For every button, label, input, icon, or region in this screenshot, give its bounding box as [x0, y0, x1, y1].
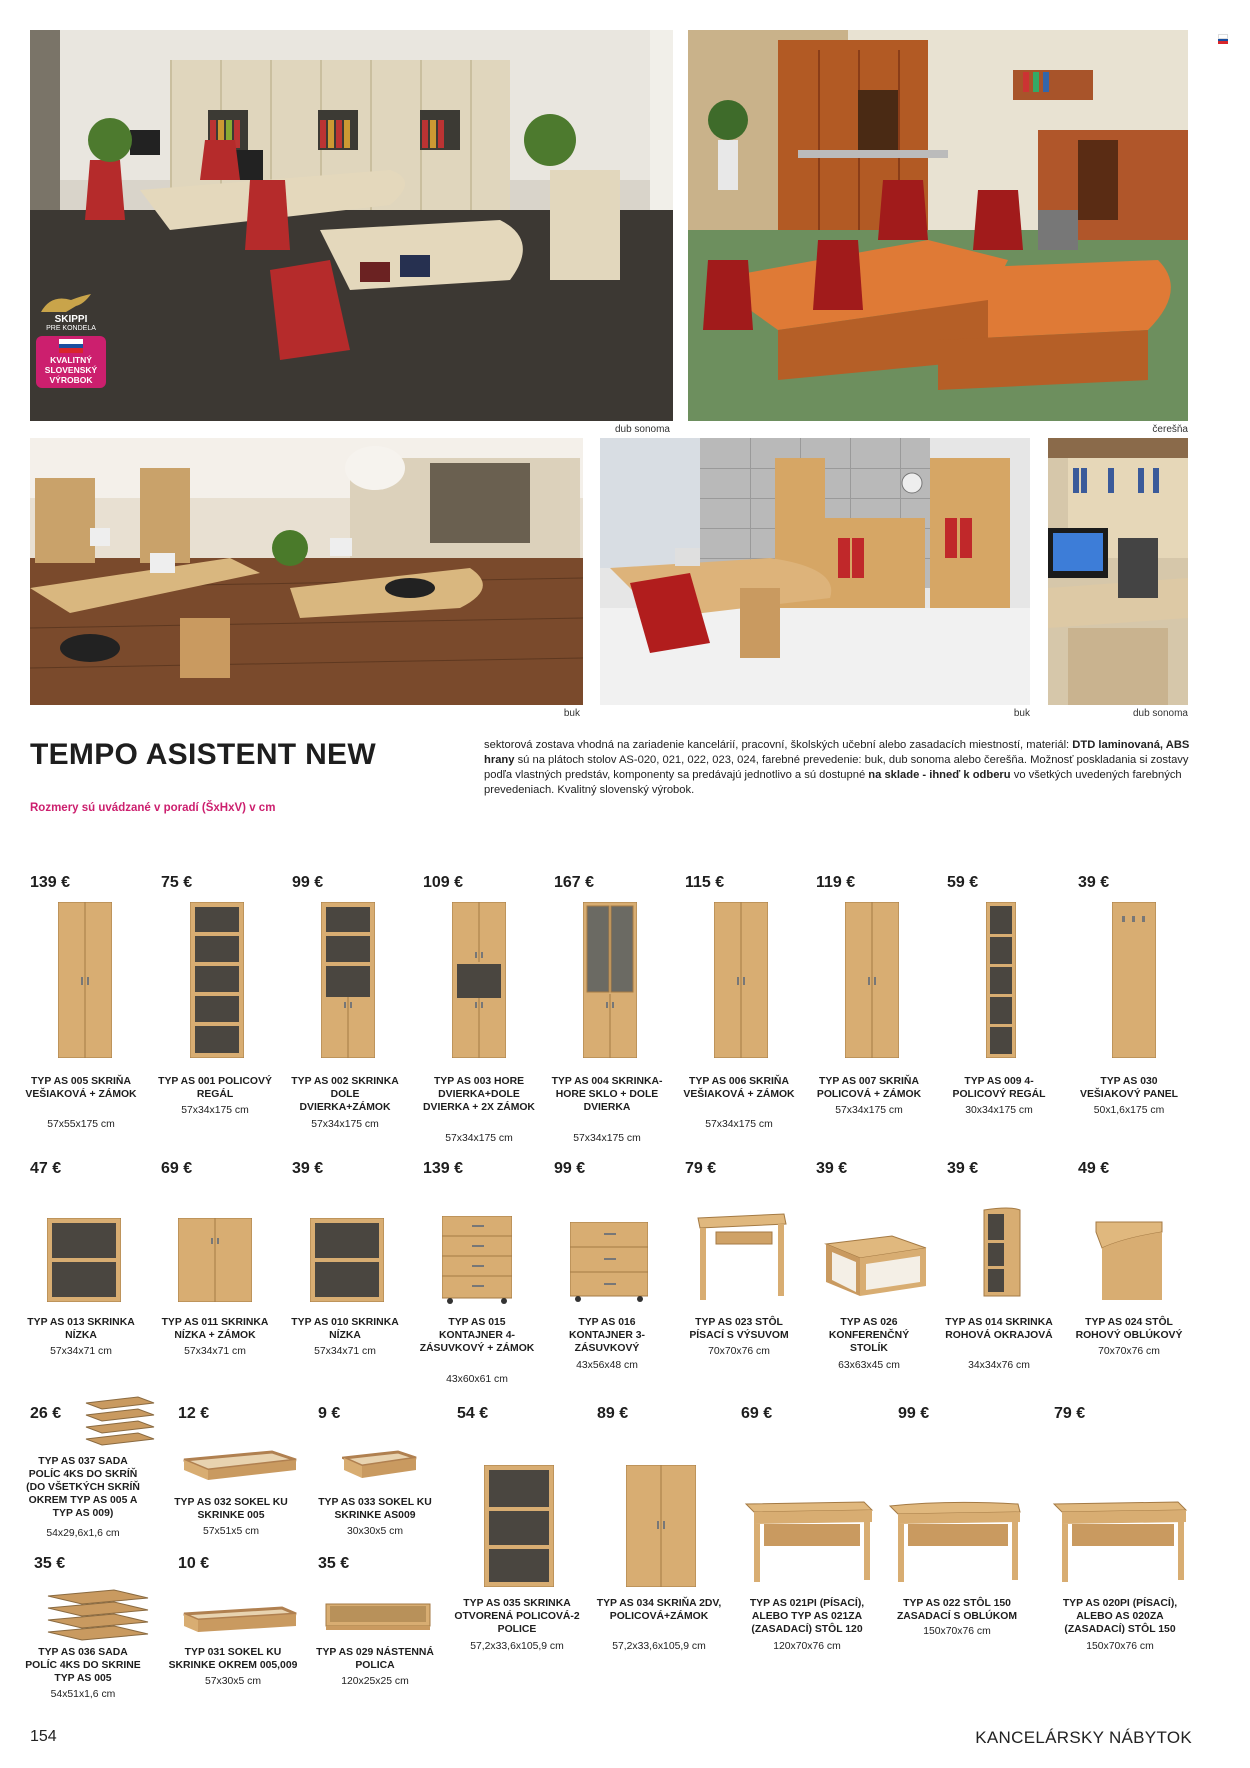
two-door-cabinet-image — [626, 1465, 696, 1592]
hanger-panel-image — [1112, 902, 1156, 1063]
desc-text-3: vo všetkých uvedených farebných prevedeniach. Kvalitný slovenský výrobok. — [484, 769, 1182, 796]
plinth-image — [182, 1448, 298, 1491]
office-photo-beech-1 — [30, 438, 583, 705]
writing-desk-image — [694, 1210, 790, 1307]
price-as015: 139 € — [423, 1160, 464, 1177]
product-dims-as021: 120x70x76 cm — [773, 1641, 841, 1652]
product-name-as021: TYP AS 021PI (PÍSACÍ), ALEBO TYP AS 021ZA (ZASADACÍ) STÔL 120 — [749, 1598, 865, 1635]
dimensions-note: Rozmery sú uvádzané v poradí (ŠxHxV) v cm — [30, 802, 276, 814]
product-dims-as013: 57x34x71 cm — [50, 1346, 112, 1357]
product-name-as034: TYP AS 034 SKRIŇA 2DV, POLICOVÁ+ZÁMOK — [596, 1598, 722, 1622]
product-name-as033: TYP AS 033 SOKEL KU SKRINKE AS009 — [318, 1497, 432, 1521]
open-shelf-image — [190, 902, 244, 1063]
price-as034: 89 € — [597, 1405, 629, 1422]
price-as011: 69 € — [161, 1160, 193, 1177]
product-dims-as022: 150x70x76 cm — [923, 1626, 991, 1637]
product-description — [484, 738, 1194, 798]
office-photo-sonoma — [30, 30, 673, 421]
product-line-title: TEMPO ASISTENT NEW — [30, 738, 376, 771]
price-as030: 39 € — [1078, 874, 1110, 891]
corner-desk-image — [1094, 1218, 1166, 1309]
price-as029: 35 € — [318, 1555, 350, 1572]
office-photo-sonoma-2 — [1048, 438, 1188, 705]
badge-line-2: SLOVENSKÝ — [44, 365, 98, 375]
product-name-as023: TYP AS 023 STÔL PÍSACÍ S VÝSUVOM — [689, 1317, 789, 1341]
product-dims-as031: 57x30x5 cm — [204, 1676, 262, 1687]
desc-bold-1: DTD laminovaná, ABS hrany — [484, 739, 1190, 766]
product-dims-as014: 34x34x76 cm — [968, 1360, 1030, 1371]
skippi-badge — [36, 292, 106, 388]
price-as026: 39 € — [816, 1160, 848, 1177]
price-as021: 69 € — [741, 1405, 773, 1422]
product-dims-as024: 70x70x76 cm — [1098, 1346, 1160, 1357]
wardrobe-narrow-image — [714, 902, 768, 1063]
coffee-table-image — [822, 1228, 928, 1305]
price-as009: 59 € — [947, 874, 979, 891]
product-dims-as004: 57x34x175 cm — [573, 1133, 641, 1144]
product-name-as036: TYP AS 036 SADA POLÍC 4KS DO SKRINE TYP AS 005 — [25, 1647, 141, 1684]
product-dims-as030: 50x1,6x175 cm — [1093, 1105, 1165, 1116]
product-name-as016: TYP AS 016 KONTAJNER 3-ZÁSUVKOVÝ — [568, 1317, 645, 1354]
skippi-brand: SKIPPI — [54, 314, 88, 325]
product-name-as003: TYP AS 003 HORE DVIERKA+DOLE DVIERKA + 2X ZÁMOK — [423, 1076, 535, 1113]
photo-caption-5: dub sonoma — [1132, 708, 1188, 719]
product-name-as004: TYP AS 004 SKRINKA-HORE SKLO + DOLE DVIERKA — [551, 1076, 663, 1113]
corner-cabinet-image — [980, 1204, 1026, 1305]
price-as033: 9 € — [318, 1405, 341, 1422]
low-open-cabinet-image — [47, 1218, 121, 1307]
product-name-as002: TYP AS 002 SKRINKA DOLE DVIERKA+ZÁMOK — [291, 1076, 399, 1113]
product-name-as001: TYP AS 001 POLICOVÝ REGÁL — [158, 1076, 272, 1100]
drawer-container-3-image — [570, 1222, 648, 1307]
product-dims-as003: 57x34x175 cm — [445, 1133, 513, 1144]
product-name-as006: TYP AS 006 SKRIŇA VEŠIAKOVÁ + ZÁMOK — [683, 1076, 795, 1100]
product-name-as032: TYP AS 032 SOKEL KU SKRINKE 005 — [174, 1497, 288, 1521]
product-name-as010: TYP AS 010 SKRINKA NÍZKA — [291, 1317, 399, 1341]
price-as037: 26 € — [30, 1405, 62, 1422]
brand-flag-icon — [1218, 34, 1228, 42]
photo-caption-4: buk — [1013, 708, 1030, 719]
price-as005: 139 € — [30, 874, 71, 891]
price-as004: 167 € — [554, 874, 595, 891]
product-dims-as032: 57x51x5 cm — [202, 1526, 260, 1537]
slovak-flag-icon — [59, 339, 83, 353]
product-dims-as026: 63x63x45 cm — [838, 1360, 900, 1371]
product-name-as035: TYP AS 035 SKRINKA OTVORENÁ POLICOVÁ-2 POLICE — [454, 1598, 580, 1635]
open-shelf-medium-image — [484, 1465, 554, 1592]
product-dims-as001: 57x34x175 cm — [181, 1105, 249, 1116]
product-dims-as020: 150x70x76 cm — [1086, 1641, 1154, 1652]
price-as014: 39 € — [947, 1160, 979, 1177]
office-photo-beech-2 — [600, 438, 1030, 705]
desk-150-arc-image — [888, 1500, 1022, 1591]
badge-line-1: KVALITNÝ — [50, 355, 92, 365]
desc-bold-2: na sklade - ihneď k odberu — [868, 769, 1011, 781]
wardrobe-image — [58, 902, 112, 1063]
cabinet-two-doors-image — [452, 902, 506, 1063]
product-dims-as033: 30x30x5 cm — [346, 1526, 404, 1537]
price-as036: 35 € — [34, 1555, 66, 1572]
kangaroo-logo-icon — [36, 292, 106, 314]
drawer-container-4-image — [442, 1216, 512, 1309]
shelf-set-image — [82, 1395, 158, 1456]
product-dims-as005: 57x55x175 cm — [47, 1119, 115, 1130]
photo-caption-2: čerešňa — [1152, 424, 1188, 435]
badge-line-3: VÝROBOK — [49, 375, 93, 385]
low-door-cabinet-image — [178, 1218, 252, 1307]
product-name-as015: TYP AS 015 KONTAJNER 4- ZÁSUVKOVÝ + ZÁMOK — [419, 1317, 535, 1354]
price-as020: 79 € — [1054, 1405, 1086, 1422]
product-dims-as015: 43x60x61 cm — [446, 1374, 508, 1385]
price-as003: 109 € — [423, 874, 464, 891]
price-as022: 99 € — [898, 1405, 930, 1422]
glass-cabinet-image — [583, 902, 637, 1063]
product-name-as031: TYP 031 SOKEL KU SKRINKE OKREM 005,009 — [168, 1647, 298, 1671]
product-dims-as011: 57x34x71 cm — [184, 1346, 246, 1357]
price-as002: 99 € — [292, 874, 324, 891]
price-as024: 49 € — [1078, 1160, 1110, 1177]
product-name-as014: TYP AS 014 SKRINKA ROHOVÁ OKRAJOVÁ — [945, 1317, 1053, 1341]
product-name-as037: TYP AS 037 SADA POLÍC 4KS DO SKRÍŇ (DO VŠETKÝCH SKRÍŇ OKREM TYP AS 005 A TYP AS 009) — [26, 1456, 140, 1519]
desk-150-image — [1052, 1500, 1188, 1591]
footer-category: KANCELÁRSKY NÁBYTOK — [975, 1728, 1192, 1747]
price-as010: 39 € — [292, 1160, 324, 1177]
product-dims-as036: 54x51x1,6 cm — [50, 1689, 116, 1700]
photo-caption-3: buk — [563, 708, 580, 719]
desk-120-image — [744, 1500, 874, 1591]
price-as023: 79 € — [685, 1160, 717, 1177]
desc-text-2: sú na plátoch stolov AS-020, 021, 022, 023, 024, farebné prevedenie: buk, dub sonoma alebo čerešňa. Možnosť poskladania si zostavy podľa vlastných predstáv, komponenty sa predávajú jednotlivo a sú dostupné — [484, 754, 1189, 781]
price-as032: 12 € — [178, 1405, 210, 1422]
price-as016: 99 € — [554, 1160, 586, 1177]
product-name-as013: TYP AS 013 SKRINKA NÍZKA — [27, 1317, 135, 1341]
product-name-as011: TYP AS 011 SKRINKA NÍZKA + ZÁMOK — [161, 1317, 269, 1341]
low-shelf-image — [310, 1218, 384, 1307]
narrow-shelf-image — [986, 902, 1016, 1063]
product-dims-as023: 70x70x76 cm — [708, 1346, 770, 1357]
product-dims-as035: 57,2x33,6x105,9 cm — [470, 1641, 564, 1652]
desc-text-1: sektorová zostava vhodná na zariadenie kancelárií, pracovní, školských učební alebo zasadacích miestností, materiál: — [484, 739, 1073, 751]
price-as035: 54 € — [457, 1405, 489, 1422]
product-name-as024: TYP AS 024 STÔL ROHOVÝ OBLÚKOVÝ — [1075, 1317, 1183, 1341]
photo-caption-1: dub sonoma — [614, 424, 670, 435]
product-dims-as007: 57x34x175 cm — [835, 1105, 903, 1116]
product-name-as020: TYP AS 020PI (PÍSACÍ), ALEBO AS 020ZA (ZASADACÍ) STÔL 150 — [1062, 1598, 1178, 1635]
product-name-as005: TYP AS 005 SKRIŇA VEŠIAKOVÁ + ZÁMOK — [25, 1076, 137, 1100]
small-plinth-image — [342, 1448, 418, 1489]
product-dims-as002: 57x34x175 cm — [311, 1119, 379, 1130]
product-dims-as016: 43x56x48 cm — [576, 1360, 638, 1371]
price-as007: 119 € — [816, 874, 856, 891]
product-dims-as034: 57,2x33,6x105,9 cm — [612, 1641, 706, 1652]
product-dims-as037: 54x29,6x1,6 cm — [46, 1528, 120, 1539]
product-name-as029: TYP AS 029 NÁSTENNÁ POLICA — [316, 1647, 434, 1671]
wall-shelf-image — [324, 1600, 432, 1639]
product-dims-as010: 57x34x71 cm — [314, 1346, 376, 1357]
product-name-as026: TYP AS 026 KONFERENČNÝ STOLÍK — [828, 1317, 910, 1354]
product-dims-as006: 57x34x175 cm — [705, 1119, 773, 1130]
price-as031: 10 € — [178, 1555, 210, 1572]
shelf-set-large-image — [44, 1588, 152, 1649]
shelf-wardrobe-image — [845, 902, 899, 1063]
quality-badge — [36, 336, 106, 388]
page-number: 154 — [30, 1728, 57, 1745]
skippi-sub: PRE KONDELA — [46, 325, 96, 332]
product-name-as009: TYP AS 009 4-POLICOVÝ REGÁL — [952, 1076, 1046, 1100]
price-as013: 47 € — [30, 1160, 62, 1177]
shelf-doors-image — [321, 902, 375, 1063]
product-name-as030: TYP AS 030 VEŠIAKOVÝ PANEL — [1080, 1076, 1178, 1100]
product-name-as007: TYP AS 007 SKRIŇA POLICOVÁ + ZÁMOK — [816, 1076, 922, 1100]
product-name-as022: TYP AS 022 STÔL 150 ZASADACÍ S OBLÚKOM — [896, 1598, 1018, 1622]
product-dims-as029: 120x25x25 cm — [341, 1676, 409, 1687]
price-as001: 75 € — [161, 874, 193, 891]
plinth-narrow-image — [182, 1604, 298, 1641]
price-as006: 115 € — [685, 874, 725, 891]
office-photo-cherry — [688, 30, 1188, 421]
product-dims-as009: 30x34x175 cm — [965, 1105, 1033, 1116]
